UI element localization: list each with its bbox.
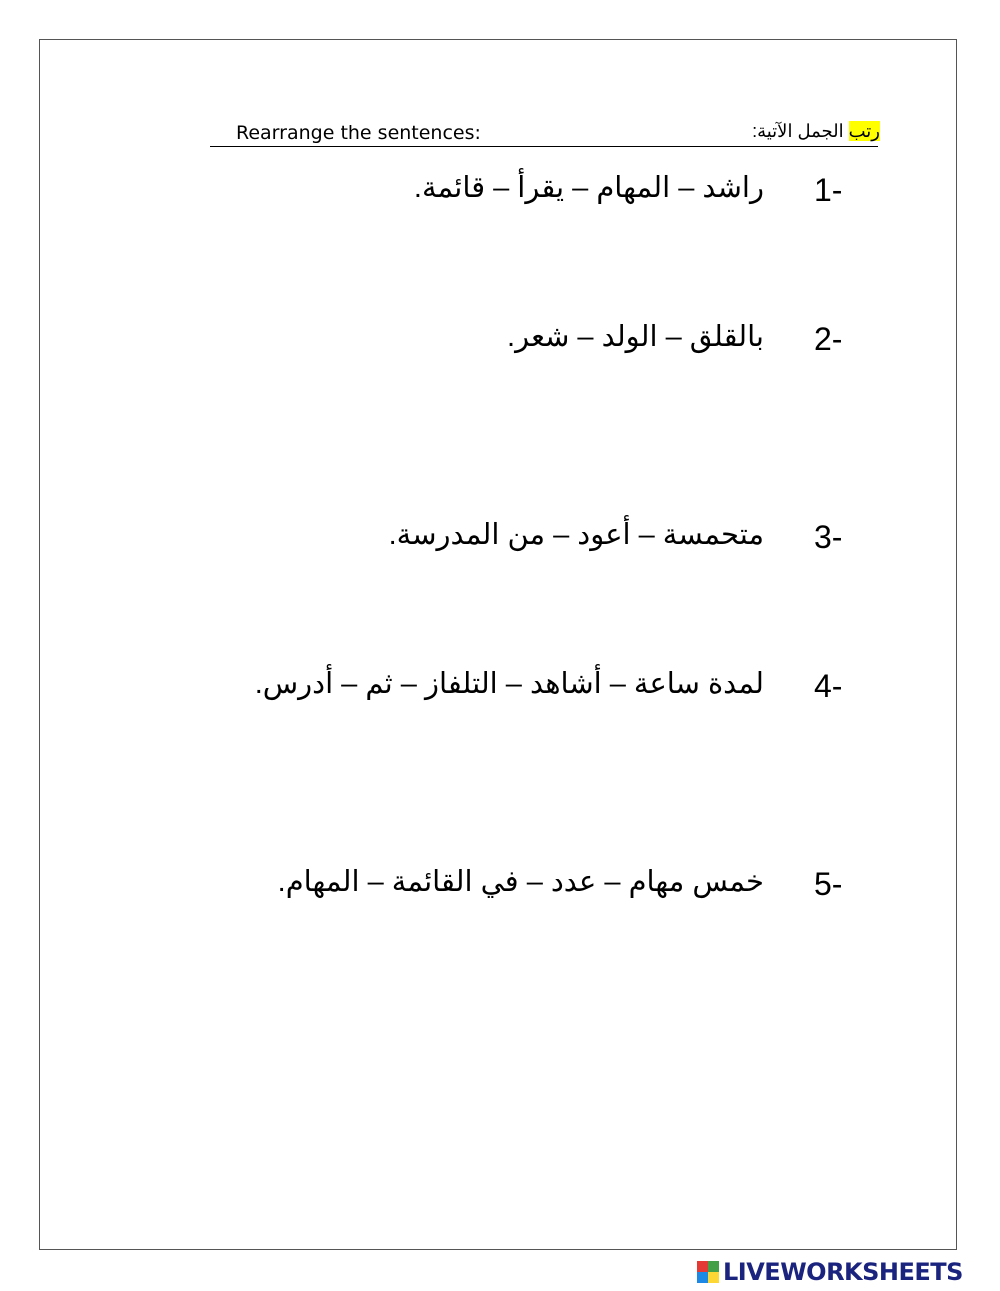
question-number-1: 1- — [814, 172, 843, 208]
question-text-4: لمدة ساعة – أشاهد – التلفاز – ثم – أدرس. — [254, 668, 764, 700]
highlighted-word: رتب — [848, 121, 880, 141]
header-underline — [210, 146, 878, 147]
question-number-3: 3- — [814, 519, 843, 555]
question-text-5: خمس مهام – عدد – في القائمة – المهام. — [277, 866, 764, 898]
liveworksheets-logo-icon — [697, 1261, 719, 1283]
question-text-1: راشد – المهام – يقرأ – قائمة. — [413, 172, 764, 204]
liveworksheets-logo[interactable] — [697, 1257, 963, 1287]
question-number-5: 5- — [814, 866, 843, 902]
arabic-instruction-rest: الجمل الآتية: — [752, 121, 849, 141]
question-number-4: 4- — [814, 668, 843, 704]
english-instruction: Rearrange the sentences: — [236, 122, 481, 144]
worksheet-page-frame — [39, 39, 957, 1250]
logo-square-blue — [697, 1272, 708, 1283]
question-text-3: متحمسة – أعود – من المدرسة. — [388, 519, 764, 551]
question-number-2: 2- — [814, 321, 843, 357]
logo-square-yellow — [708, 1272, 719, 1283]
liveworksheets-brand-text: LIVEWORKSHEETS — [723, 1258, 963, 1286]
logo-square-green — [708, 1261, 719, 1272]
logo-square-red — [697, 1261, 708, 1272]
arabic-instruction — [752, 119, 880, 143]
question-text-2: بالقلق – الولد – شعر. — [507, 321, 764, 353]
